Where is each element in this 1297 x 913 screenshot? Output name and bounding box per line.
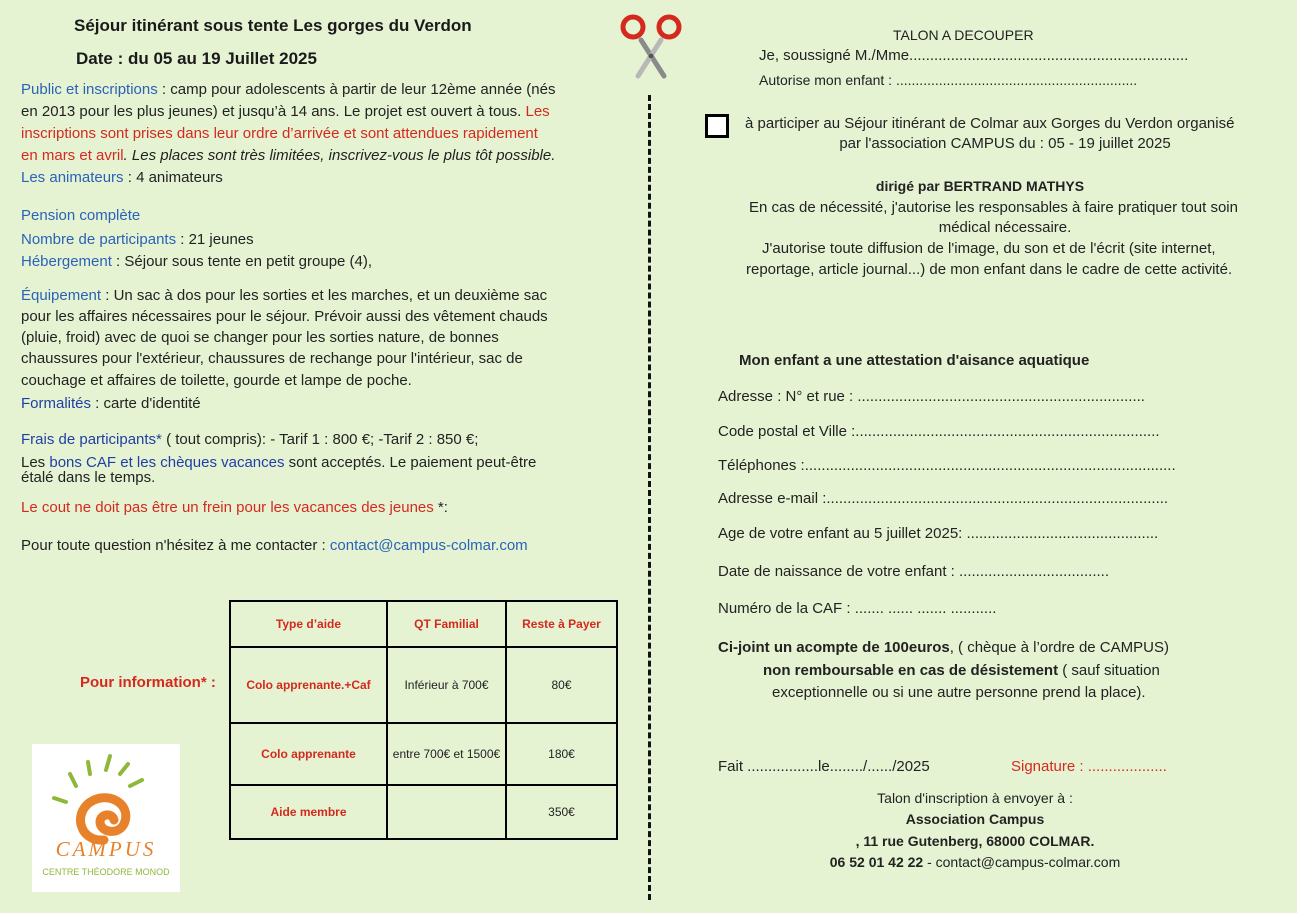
table-cell-qt: entre 700€ et 1500€ (387, 723, 506, 785)
association-address: , 11 rue Gutenberg, 68000 COLMAR. (855, 833, 1095, 849)
equipement-line-1 (21, 285, 547, 306)
contact-line (790, 852, 1160, 873)
table-cell-reste: 180€ (506, 723, 617, 785)
bons-text: sont acceptés. Le paiement peut-être (284, 454, 537, 471)
hebergement-text: : Séjour sous tente en petit groupe (4), (111, 253, 373, 270)
bons-text-2: étalé dans le temps. (21, 469, 156, 486)
formalites-line (21, 393, 201, 414)
table-row (230, 647, 617, 723)
table-header: QT Familial (387, 601, 506, 647)
acompte-text: , ( chèque à l’ordre de CAMPUS) (949, 639, 1169, 656)
soins-text-2: médical nécessaire. (938, 219, 1072, 236)
contact-email-link[interactable]: contact@campus-colmar.com (329, 537, 528, 554)
bons-pre: Les (21, 454, 50, 471)
exceptionnelle-text: exceptionnelle ou si une autre personne prend la place). (772, 684, 1146, 701)
animateurs-text: : 4 animateurs (123, 169, 223, 186)
question-line (21, 535, 528, 556)
public-red-3: en mars et avril (21, 147, 124, 164)
question-text: Pour toute question n'hésitez à me contacter : (21, 537, 330, 554)
soussigne-field: Je, soussigné M./Mme................................................................... (759, 47, 1189, 64)
autorise-field: Autorise mon enfant : .............................................................. (759, 72, 1138, 88)
campus-logo (32, 744, 180, 892)
non-remboursable-bold: non remboursable en cas de désistement (763, 662, 1059, 679)
animateurs-line (21, 167, 223, 188)
pension-label: Pension complète (21, 207, 141, 224)
campus-logo-graphic (32, 744, 180, 892)
bons-line (21, 455, 536, 485)
contact-email[interactable]: - contact@campus-colmar.com (923, 854, 1121, 870)
animateurs-label: Les animateurs (21, 169, 124, 186)
bons-label: bons CAF et les chèques vacances (49, 454, 285, 471)
table-cell-type: Colo apprenante.+Caf (230, 647, 387, 723)
table-row (230, 723, 617, 785)
email-field[interactable]: Adresse e-mail :.................................................................................. (718, 490, 1169, 507)
logo-name-text: CAMPUS (55, 837, 157, 861)
naissance-field[interactable]: Date de naissance de votre enfant : .................................... (718, 563, 1110, 580)
adresse-field[interactable]: Adresse : N° et rue : ..................................................................... (718, 388, 1145, 405)
table-cell-qt (387, 785, 506, 839)
frais-label: Frais de participants* (21, 431, 162, 448)
fait-field[interactable]: Fait .................le......../....../2025 (718, 758, 930, 775)
formalites-text: : carte d'identité (91, 395, 201, 412)
dirige-par: dirigé par BERTRAND MATHYS (875, 178, 1085, 194)
public-italic: . Les places sont très limitées, inscrivez-vous le plus tôt possible. (123, 147, 556, 164)
cout-red: Le cout ne doit pas être un frein pour les vacances des jeunes (21, 499, 434, 516)
age-field[interactable]: Age de votre enfant au 5 juillet 2025: .............................................. (718, 525, 1159, 542)
non-remboursable-text: ( sauf situation (1058, 662, 1160, 679)
cout-star: *: (433, 499, 448, 516)
equipement-text-3: (pluie, froid) avec de quoi se changer pour les sorties nature, de bonnes (21, 329, 499, 346)
doc-date: Date : du 05 au 19 Juillet 2025 (76, 49, 317, 68)
pour-information-label: Pour information* : (80, 674, 216, 691)
participation-text-1: à participer au Séjour itinérant de Colmar aux Gorges du Verdon organisé (745, 115, 1235, 132)
participation-checkbox[interactable] (705, 114, 729, 138)
hebergement-label: Hébergement (21, 253, 112, 270)
public-red-1: Les (525, 103, 550, 120)
frais-text: ( tout compris): - Tarif 1 : 800 €; -Tarif 2 : 850 €; (161, 431, 479, 448)
association-name: Association Campus (905, 811, 1045, 827)
equipement-text-1: : Un sac à dos pour les sorties et les marches, et un deuxième sac (101, 287, 548, 304)
aid-table (229, 600, 618, 840)
talon-title: TALON A DECOUPER (893, 27, 1034, 43)
logo-sub-text: CENTRE THÉODORE MONOD (42, 867, 170, 877)
cout-line (21, 497, 448, 518)
table-cell-type: Colo apprenante (230, 723, 387, 785)
public-text-2: en 2013 pour les plus jeunes) et jusqu’à 14 ans. Le projet est ouvert à tous. (21, 103, 526, 120)
signature-field[interactable]: Signature : ................... (1011, 758, 1167, 775)
public-line-4 (21, 145, 555, 166)
public-text-1: : camp pour adolescents à partir de leur 12ème année (nés (157, 81, 556, 98)
participants-text: : 21 jeunes (176, 231, 254, 248)
public-line-1 (21, 79, 555, 100)
code-postal-field[interactable]: Code postal et Ville :......................................................................... (718, 423, 1160, 440)
table-cell-reste: 80€ (506, 647, 617, 723)
public-line-2 (21, 101, 550, 122)
table-cell-type: Aide membre (230, 785, 387, 839)
doc-title: Séjour itinérant sous tente Les gorges du Verdon (74, 16, 472, 35)
cut-line-divider (648, 95, 651, 900)
hebergement-line (21, 251, 372, 272)
equipement-text-4: chaussures pour l'extérieur, chaussures de rechange pour l'intérieur, sac de (21, 350, 523, 367)
formalites-label: Formalités (21, 395, 92, 412)
scissors-icon (620, 14, 682, 85)
soins-text-1: En cas de nécessité, j'autorise les responsables à faire pratiquer tout soin (749, 199, 1238, 216)
phone-number: 06 52 01 42 22 (829, 854, 924, 870)
frais-line (21, 429, 478, 450)
acompte-bold: Ci-joint un acompte de 100euros (718, 639, 950, 656)
aisance-heading: Mon enfant a une attestation d'aisance aquatique (739, 352, 1090, 369)
table-header: Type d’aide (230, 601, 387, 647)
acompte-line (718, 637, 1169, 658)
equipement-label: Équipement (21, 287, 102, 304)
table-header-row (230, 601, 617, 647)
public-red-2: inscriptions sont prises dans leur ordre d’arrivée et sont attendues rapidement (21, 125, 538, 142)
participants-line (21, 229, 254, 250)
participation-text-2: par l'association CAMPUS du : 05 - 19 juillet 2025 (839, 135, 1171, 152)
table-cell-reste: 350€ (506, 785, 617, 839)
image-text-1: J'autorise toute diffusion de l'image, du son et de l'écrit (site internet, (762, 240, 1216, 257)
public-label: Public et inscriptions (21, 81, 158, 98)
non-remboursable-line (763, 660, 1160, 681)
image-text-2: reportage, article journal...) de mon enfant dans le cadre de cette activité. (746, 261, 1233, 278)
table-row (230, 785, 617, 839)
telephones-field[interactable]: Téléphones :......................................................................................... (718, 457, 1176, 474)
participants-label: Nombre de participants (21, 231, 177, 248)
envoi-text: Talon d'inscription à envoyer à : (877, 790, 1073, 806)
equipement-text-5: couchage et affaires de toilette, gourde et lampe de poche. (21, 372, 412, 389)
table-cell-qt: Inférieur à 700€ (387, 647, 506, 723)
table-header: Reste à Payer (506, 601, 617, 647)
caf-number-field[interactable]: Numéro de la CAF : ....... ...... ....... ........... (718, 600, 997, 617)
equipement-text-2: pour les affaires nécessaires pour le séjour. Prévoir aussi des vêtement chauds (21, 308, 548, 325)
